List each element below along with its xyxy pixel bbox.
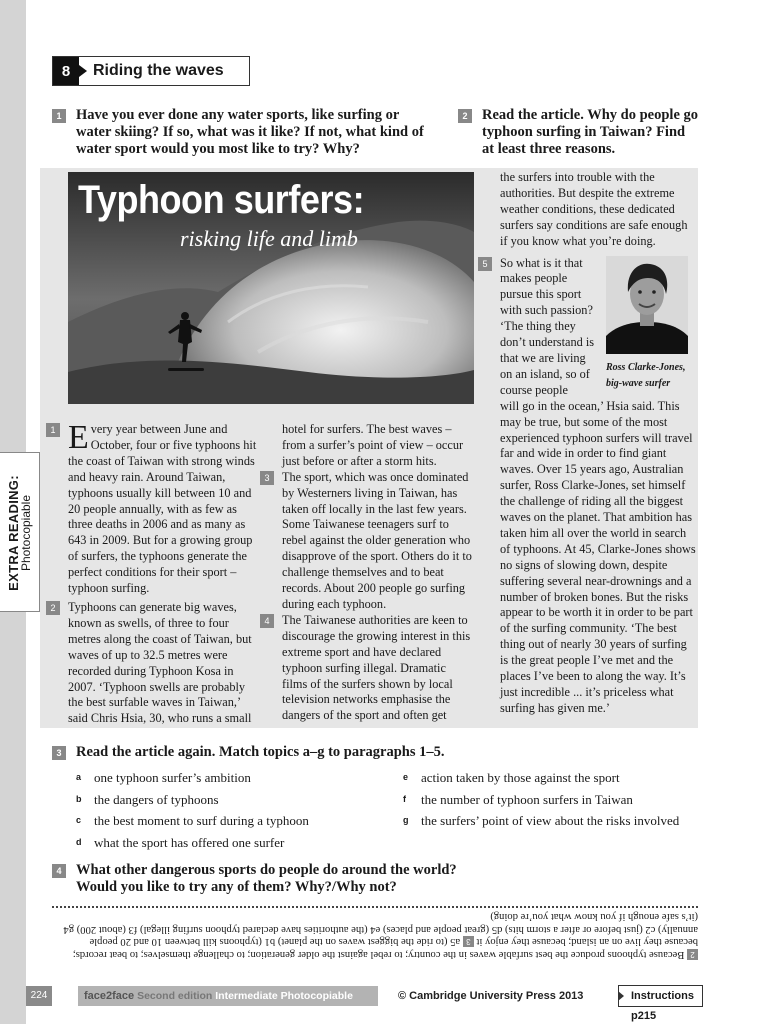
topic-letter: g: [403, 815, 409, 825]
paragraph-3-number: 3: [260, 471, 274, 485]
topic-letter: a: [76, 772, 82, 782]
book-title-bar: [78, 986, 378, 1006]
paragraph-1: [50, 419, 258, 597]
task-4-text: What other dangerous sports do people do around the world? Would you like to try any of them? Why?/Why not?: [76, 862, 457, 895]
book-edition: Second edition: [134, 990, 216, 1002]
paragraph-3-text: The sport, which was once dominated by Westerners living in Taiwan, has taken off locally in the last few years. Some Taiwanese teenagers surf to rebel against the older generation who disapprove of the sport. Others do it to challenge themselves and to beat records. About 200 people go surfing during each typhoon.: [282, 469, 472, 611]
topic-e: [403, 767, 703, 789]
topics-right: [403, 767, 703, 832]
task-4-number: 4: [52, 864, 66, 878]
task-2-text: Read the article. Why do people go typhoon surfing in Taiwan? Find at least three reasons.: [482, 107, 699, 157]
answer-task-3: a5 (to ride the biggest waves on the planet) b1 (typhoons kill between 10 and 20 people annually) c2 (just before or after a storm hits) d5 (great people and places) e4 (the authorities have declared typhoon surfing illegal) f3 (about 200) g4 (it’s safe enough if you know what you’re doing): [63, 911, 698, 948]
paragraph-4-continued: the surfers into trouble with the authorities. But despite the extreme weather conditions, these dedicated surfers say conditions are safe enough if you know what you’re doing.: [500, 170, 688, 248]
topic-text: the best moment to surf during a typhoon: [94, 813, 309, 828]
answer-key-divider: [52, 906, 698, 908]
topic-d: [76, 832, 396, 854]
article-subheadline: risking life and limb: [180, 226, 358, 251]
answer-task-2: Because typhoons produce the best surfable waves in the country; to rebel against the older generation; to challenge themselves; to beat records; because they live on an island; because they enjoy it: [72, 936, 698, 960]
article-column-2: [264, 422, 472, 724]
paragraph-1-dropcap: E: [68, 419, 89, 456]
paragraph-2-continued: hotel for surfers. The best waves – from a surfer’s point of view – occur just before or after a storm hits.: [282, 422, 464, 468]
topic-b: [76, 789, 396, 811]
side-tab-title: EXTRA READING:: [6, 475, 21, 591]
caption-role: big-wave surfer: [606, 378, 671, 389]
topic-text: what the sport has offered one surfer: [94, 834, 285, 850]
unit-header: [52, 56, 250, 86]
topic-letter: d: [76, 836, 82, 847]
side-tab: [0, 452, 40, 612]
side-tab-subtitle: Photocopiable: [19, 494, 33, 572]
topic-letter: b: [76, 793, 82, 804]
paragraph-4-text: The Taiwanese authorities are keen to discourage the growing interest in this extreme sport and have declared typhoon surfing illegal. Dramatic films of the surfers shown by local television networks emphasise the dangers of the sport and often get: [282, 612, 471, 723]
surfer-wave-photo: [68, 172, 474, 404]
paragraph-3: [264, 469, 472, 613]
task-2-number: 2: [458, 109, 472, 123]
page-number: 224: [26, 986, 52, 1006]
answer-task-2-number: 2: [687, 949, 698, 960]
topic-letter: f: [403, 793, 406, 804]
topic-text: the dangers of typhoons: [94, 791, 219, 807]
paragraph-1-text: very year between June and October, four or five typhoons hit the coast of Taiwan with strong winds and heavy rain. Around Taiwan, typhoons usually kill between 10 and 20 people annually, with as few as three deaths in 2006 and as many as 643 in 2009. But for a growing group of surfers, the typhoons generate the perfect conditions for their sport – typhoon surfing.: [68, 422, 257, 596]
task-3: [52, 744, 692, 761]
paragraph-5-number: 5: [478, 257, 492, 271]
page-footer: [26, 986, 698, 1022]
topic-a: [76, 767, 396, 789]
answer-task-3-number: 3: [463, 936, 474, 947]
paragraph-2: [50, 599, 258, 727]
task-4: [52, 862, 472, 896]
task-1: [52, 107, 437, 158]
answer-key-upside-down: [52, 910, 698, 960]
paragraph-2-text: Typhoons can generate big waves, known as swells, of three to four metres along the coast of Taiwan, but waves of up to 32.5 metres were recorded during Typhoon Kosa in 2007. ‘Typhoon swells are probably the best surfable waves in Taiwan,’ said Chris Hsia, 30, who runs a small: [68, 599, 252, 726]
task-3-text: Read the article again. Match topics a–g to paragraphs 1–5.: [76, 744, 445, 760]
copyright: © Cambridge University Press 2013: [398, 990, 584, 1002]
article-column-1: [50, 419, 258, 727]
photo-caption: [606, 360, 696, 392]
topic-text: action taken by those against the sport: [421, 770, 620, 785]
topic-f: [403, 789, 703, 811]
paragraph-5-text-narrow: So what is it that makes people pursue this sport with such passion? ‘The thing they don’t understand is that we are living on an island, so of course people: [500, 255, 595, 397]
book-name: face2face: [84, 990, 135, 1002]
book-level: Intermediate Photocopiable: [215, 990, 353, 1002]
topic-g: [403, 810, 703, 832]
task-3-number: 3: [52, 746, 66, 760]
article-column-3: [482, 170, 698, 717]
paragraph-2-number: 2: [46, 601, 60, 615]
task-2: [458, 107, 698, 158]
paragraph-4-number: 4: [260, 614, 274, 628]
topic-text: the number of typhoon surfers in Taiwan: [421, 791, 633, 807]
topic-c: [76, 810, 396, 832]
caption-name: Ross Clarke-Jones,: [606, 362, 686, 373]
paragraph-1-number: 1: [46, 423, 60, 437]
topics-left: [76, 767, 396, 853]
task-1-text: Have you ever done any water sports, like surfing or water skiing? If so, what was it like? If not, what kind of water sport would you most like to try? Why?: [76, 107, 424, 157]
topic-text: the surfers’ point of view about the risks involved: [421, 813, 680, 828]
paragraph-5-text: will go in the ocean,’ Hsia said. This may be true, but some of the most experienced typhoon surfers will travel far and wide in order to find giant waves. Over 15 years ago, Australian surfer, Ross Clarke-Jones, set himself the challenge of riding all the biggest waves on the planet. That ambition has taken him all over the world in search of typhoons. At 45, Clarke-Jones shows no signs of slowing down, despite suffering several near-drownings and a number of broken bones. But the risks appear to be worth it in order to be part of the surfing community. ‘The best thing out of nearly 30 years of surfing is the great people I’ve met and the places I’ve been to along the way. It’s just incredible ... it’s priceless what surfing has given me.’: [500, 398, 696, 715]
topic-letter: e: [403, 772, 409, 782]
unit-number: 8: [53, 57, 79, 85]
article-headline: Typhoon surfers:: [78, 178, 365, 222]
topic-letter: c: [76, 815, 82, 825]
unit-title: Riding the waves: [93, 62, 224, 79]
topic-text: one typhoon surfer’s ambition: [94, 770, 251, 785]
ross-clarke-jones-photo: [606, 256, 688, 354]
instructions-link[interactable]: Instructions p215: [618, 985, 703, 1007]
task-1-number: 1: [52, 109, 66, 123]
paragraph-4: [264, 612, 472, 724]
